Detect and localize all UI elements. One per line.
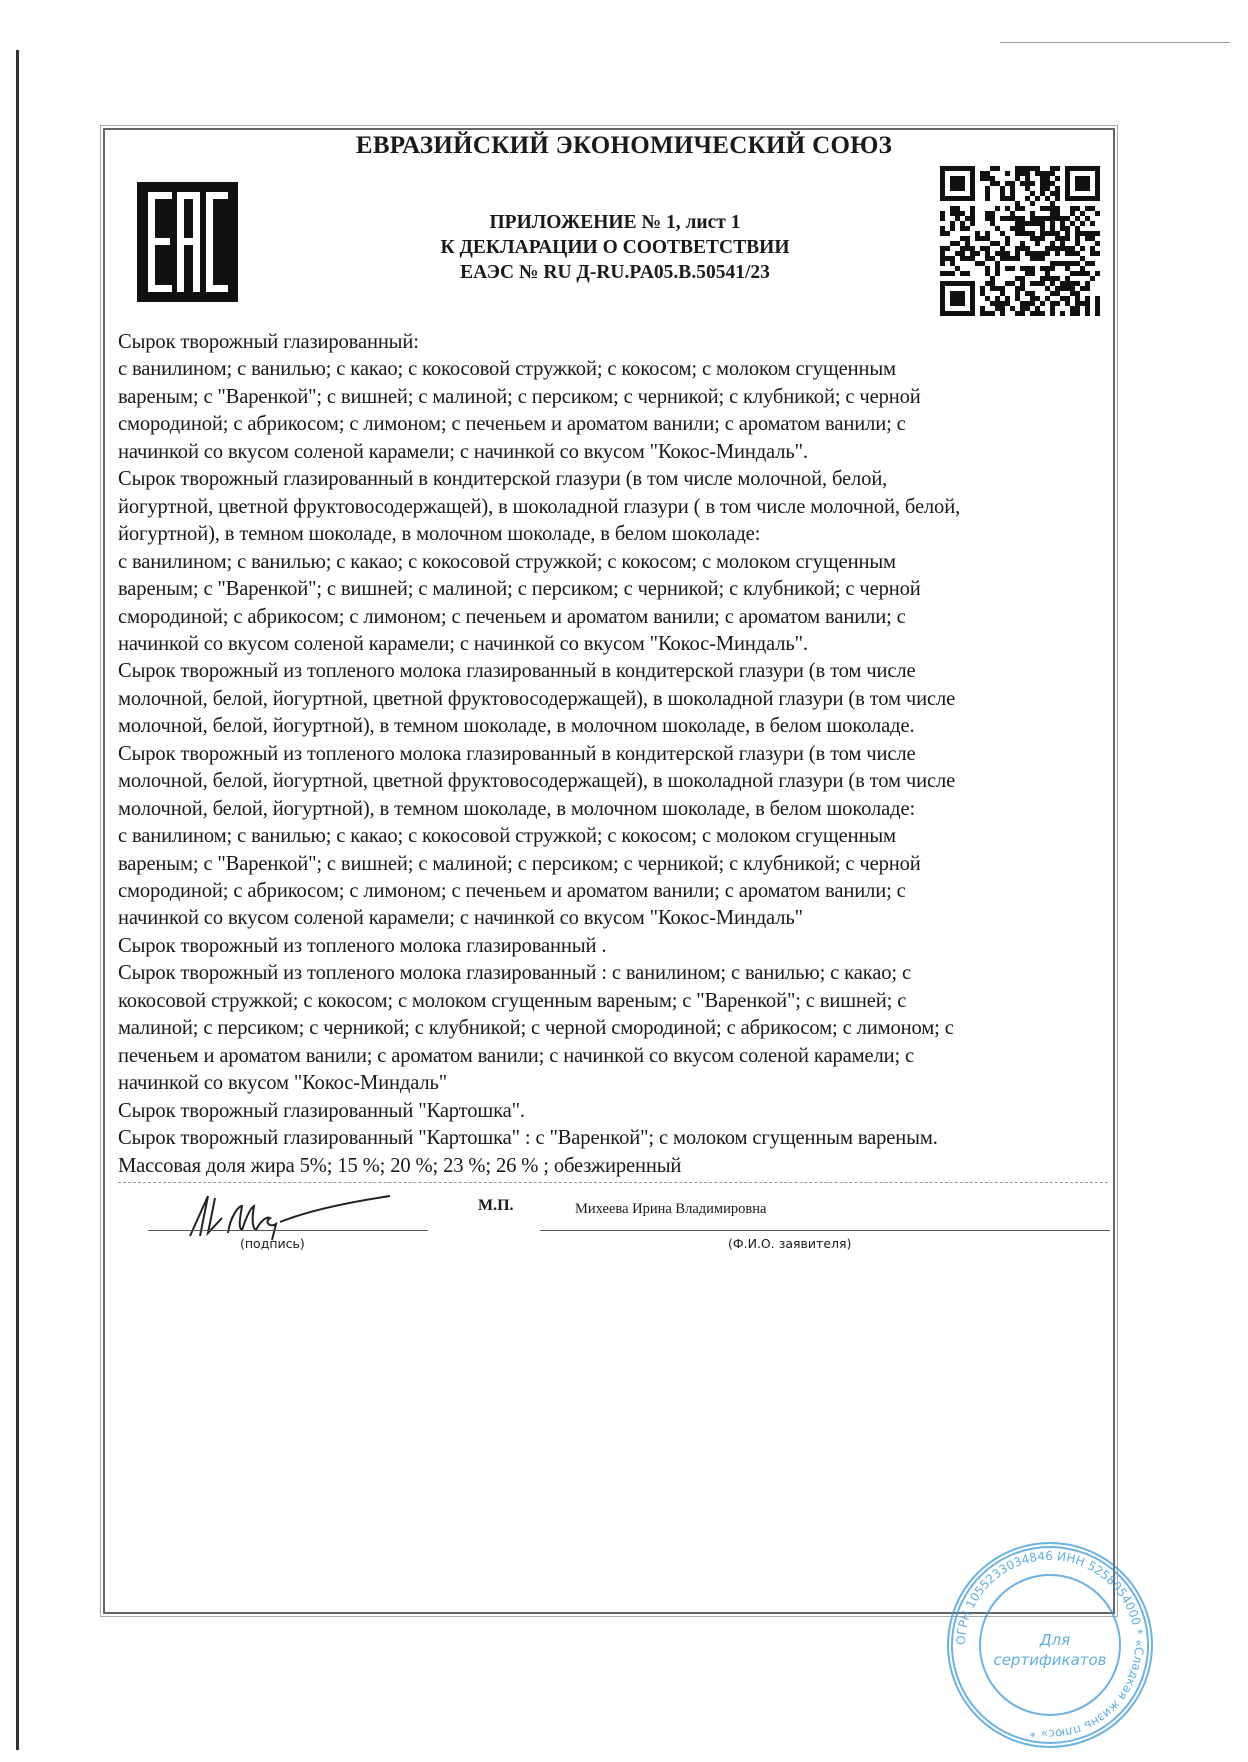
eac-logo	[137, 182, 238, 302]
text-line: смородиной; с абрикосом; с лимоном; с печеньем и ароматом ванили; с ароматом ванили; с	[118, 880, 906, 902]
declaration-heading: К ДЕКЛАРАЦИИ О СООТВЕТСТВИИ	[440, 237, 790, 258]
svg-text:Для: Для	[1039, 1631, 1071, 1649]
text-line: с ванилином; с ванилью; с какао; с кокосовой стружкой; с кокосом; с молоком сгущенным	[118, 550, 896, 573]
text-line: смородиной; с абрикосом; с лимоном; с печеньем и ароматом ванили; с ароматом ванили; с	[118, 413, 906, 436]
text-line: Сырок творожный из топленого молока глазированный .	[118, 934, 607, 957]
text-line: Сырок творожный глазированный "Картошка" : с "Варенкой"; с молоком сгущенным вареным.	[118, 1127, 938, 1150]
text-line: Сырок творожный глазированный "Картошка".	[118, 1099, 525, 1122]
appendix-heading: ПРИЛОЖЕНИЕ № 1, лист 1	[489, 212, 741, 233]
text-line: молочной, белой, йогуртной, цветной фруктовосодержащей), в шоколадной глазури (в том числе	[118, 770, 956, 793]
text-line: вареным; с "Варенкой"; с вишней; с малиной; с персиком; с черникой; с клубникой; с черной	[118, 852, 921, 875]
text-line: малиной; с персиком; с черникой; с клубникой; с черной смородиной; с абрикосом; с лимоном; с	[118, 1017, 954, 1040]
name-caption: (Ф.И.О. заявителя)	[728, 1236, 852, 1251]
signature-caption: (подпись)	[240, 1236, 305, 1251]
text-line: вареным; с "Варенкой"; с вишней; с малиной; с персиком; с черникой; с клубникой; с черной	[118, 578, 921, 601]
text-line: начинкой со вкусом соленой карамели; с начинкой со вкусом "Кокос-Миндаль".	[118, 440, 808, 463]
scan-edge	[16, 50, 19, 1750]
text-line: начинкой со вкусом соленой карамели; с начинкой со вкусом "Кокос-Миндаль".	[118, 632, 808, 655]
text-line: Сырок творожный из топленого молока глазированный : с ванилином; с ванилью; с какао; с	[118, 962, 911, 985]
company-stamp	[940, 1535, 1160, 1760]
text-line: с ванилином; с ванилью; с какао; с кокосовой стружкой; с кокосом; с молоком сгущенным	[118, 358, 896, 381]
text-line: йогуртной), в темном шоколаде, в молочном шоколаде, в белом шоколаде:	[118, 523, 761, 546]
scan-edge-top	[1000, 42, 1230, 43]
text-line: печеньем и ароматом ванили; с ароматом ванили; с начинкой со вкусом соленой карамели; с	[118, 1044, 915, 1067]
separator	[118, 1182, 1108, 1183]
text-line: Массовая доля жира 5%; 15 %; 20 %; 23 %; 26 % ; обезжиренный	[118, 1154, 682, 1177]
qr-code	[940, 166, 1100, 316]
text-line: с ванилином; с ванилью; с какао; с кокосовой стружкой; с кокосом; с молоком сгущенным	[118, 825, 896, 848]
text-line: начинкой со вкусом "Кокос-Миндаль"	[118, 1072, 448, 1095]
svg-text:ОГРН 1055233034846 ИНН 5258054: ОГРН 1055233034846 ИНН 5258054000 * «Сладкая жизнь плюс» *	[953, 1548, 1147, 1742]
text-line: молочной, белой, йогуртной, цветной фруктовосодержащей), в шоколадной глазури (в том числе	[118, 687, 956, 710]
text-line: Сырок творожный глазированный в кондитерской глазури (в том числе молочной, белой,	[118, 468, 888, 491]
text-line: вареным; с "Варенкой"; с вишней; с малиной; с персиком; с черникой; с клубникой; с черной	[118, 385, 921, 408]
text-line: йогуртной, цветной фруктовосодержащей), в шоколадной глазури ( в том числе молочной, белой,	[118, 495, 961, 518]
text-line: молочной, белой, йогуртной), в темном шоколаде, в молочном шоколаде, в белом шоколаде.	[118, 715, 915, 738]
signature-line	[148, 1230, 428, 1231]
text-line: Сырок творожный из топленого молока глазированный в кондитерской глазури (в том числе	[118, 660, 916, 683]
text-line: молочной, белой, йогуртной), в темном шоколаде, в молочном шоколаде, в белом шоколаде:	[118, 797, 916, 820]
text-line: кокосовой стружкой; с кокосом; с молоком сгущенным вареным; с "Варенкой"; с вишней; с	[118, 989, 907, 1012]
applicant-name: Михеева Ирина Владимировна	[575, 1201, 767, 1217]
document-title: ЕВРАЗИЙСКИЙ ЭКОНОМИЧЕСКИЙ СОЮЗ	[355, 132, 893, 159]
text-line: начинкой со вкусом соленой карамели; с начинкой со вкусом "Кокос-Миндаль"	[118, 907, 803, 930]
text-line: смородиной; с абрикосом; с лимоном; с печеньем и ароматом ванили; с ароматом ванили; с	[118, 605, 906, 628]
seal-label: М.П.	[478, 1197, 514, 1214]
text-line: Сырок творожный из топленого молока глазированный в кондитерской глазури (в том числе	[118, 742, 916, 765]
svg-text:сертификатов: сертификатов	[993, 1651, 1107, 1669]
declaration-number: ЕАЭС № RU Д-RU.PA05.B.50541/23	[460, 262, 770, 283]
text-line: Сырок творожный глазированный:	[118, 331, 419, 353]
name-line	[540, 1230, 1110, 1231]
